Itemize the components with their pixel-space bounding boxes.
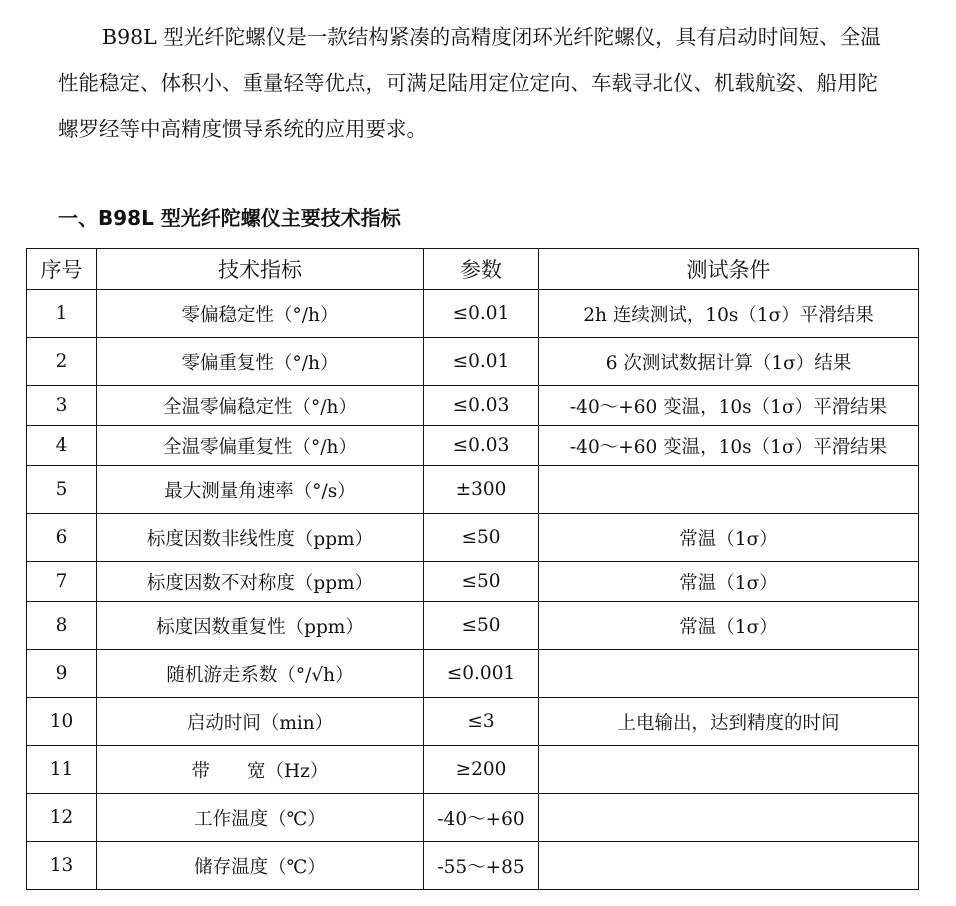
row-condition: 常温（1σ）	[539, 602, 919, 650]
row-index: 10	[27, 698, 97, 746]
intro-paragraph	[58, 14, 898, 152]
row-index: 8	[27, 602, 97, 650]
row-index: 12	[27, 794, 97, 842]
row-condition: 常温（1σ）	[539, 514, 919, 562]
row-param: ≥200	[424, 746, 539, 794]
table-row	[27, 290, 919, 338]
row-param: -40～+60	[424, 794, 539, 842]
table-row	[27, 602, 919, 650]
row-condition	[539, 794, 919, 842]
row-index: 9	[27, 650, 97, 698]
row-index: 2	[27, 338, 97, 386]
row-spec: 最大测量角速率（°/s）	[97, 466, 424, 514]
row-spec: 带 宽（Hz）	[97, 746, 424, 794]
table-row	[27, 386, 919, 426]
row-spec: 工作温度（℃）	[97, 794, 424, 842]
row-param: ≤50	[424, 514, 539, 562]
table-row	[27, 746, 919, 794]
intro-text: B98L 型光纤陀螺仪是一款结构紧凑的高精度闭环光纤陀螺仪，具有启动时间短、全温性能稳定、体积小、重量轻等优点，可满足陆用定位定向、车载寻北仪、机载航姿、船用陀螺罗经等中高精度惯导系统的应用要求。	[58, 25, 881, 141]
row-condition	[539, 842, 919, 890]
row-index: 13	[27, 842, 97, 890]
row-param: ≤50	[424, 562, 539, 602]
row-spec: 标度因数重复性（ppm）	[97, 602, 424, 650]
row-condition: -40～+60 变温，10s（1σ）平滑结果	[539, 426, 919, 466]
row-index: 3	[27, 386, 97, 426]
table-row	[27, 562, 919, 602]
table-row	[27, 842, 919, 890]
row-index: 5	[27, 466, 97, 514]
header-param: 参数	[424, 249, 539, 290]
row-param: ≤50	[424, 602, 539, 650]
table-header-row	[27, 249, 919, 290]
row-spec: 标度因数非线性度（ppm）	[97, 514, 424, 562]
row-param: ≤0.01	[424, 338, 539, 386]
spec-table	[26, 248, 919, 890]
row-param: ≤0.03	[424, 386, 539, 426]
row-index: 6	[27, 514, 97, 562]
row-spec: 零偏稳定性（°/h）	[97, 290, 424, 338]
header-spec: 技术指标	[97, 249, 424, 290]
table-row	[27, 338, 919, 386]
section-heading: 一、B98L 型光纤陀螺仪主要技术指标	[58, 206, 401, 230]
row-spec: 全温零偏重复性（°/h）	[97, 426, 424, 466]
row-index: 1	[27, 290, 97, 338]
row-spec: 启动时间（min）	[97, 698, 424, 746]
row-index: 11	[27, 746, 97, 794]
table-row	[27, 514, 919, 562]
row-condition: 常温（1σ）	[539, 562, 919, 602]
row-param: ±300	[424, 466, 539, 514]
row-spec: 零偏重复性（°/h）	[97, 338, 424, 386]
row-param: ≤0.001	[424, 650, 539, 698]
row-condition	[539, 650, 919, 698]
table-row	[27, 698, 919, 746]
table-row	[27, 466, 919, 514]
row-param: ≤0.03	[424, 426, 539, 466]
row-spec: 全温零偏稳定性（°/h）	[97, 386, 424, 426]
row-param: ≤0.01	[424, 290, 539, 338]
row-index: 4	[27, 426, 97, 466]
header-condition: 测试条件	[539, 249, 919, 290]
row-condition: -40～+60 变温，10s（1σ）平滑结果	[539, 386, 919, 426]
table-row	[27, 794, 919, 842]
row-param: -55～+85	[424, 842, 539, 890]
row-index: 7	[27, 562, 97, 602]
table-row	[27, 650, 919, 698]
row-condition: 上电输出，达到精度的时间	[539, 698, 919, 746]
row-spec: 储存温度（℃）	[97, 842, 424, 890]
row-condition	[539, 746, 919, 794]
table-row	[27, 426, 919, 466]
row-spec: 随机游走系数（°/√h）	[97, 650, 424, 698]
row-condition: 6 次测试数据计算（1σ）结果	[539, 338, 919, 386]
header-index: 序号	[27, 249, 97, 290]
row-spec: 标度因数不对称度（ppm）	[97, 562, 424, 602]
row-condition: 2h 连续测试，10s（1σ）平滑结果	[539, 290, 919, 338]
row-condition	[539, 466, 919, 514]
row-param: ≤3	[424, 698, 539, 746]
